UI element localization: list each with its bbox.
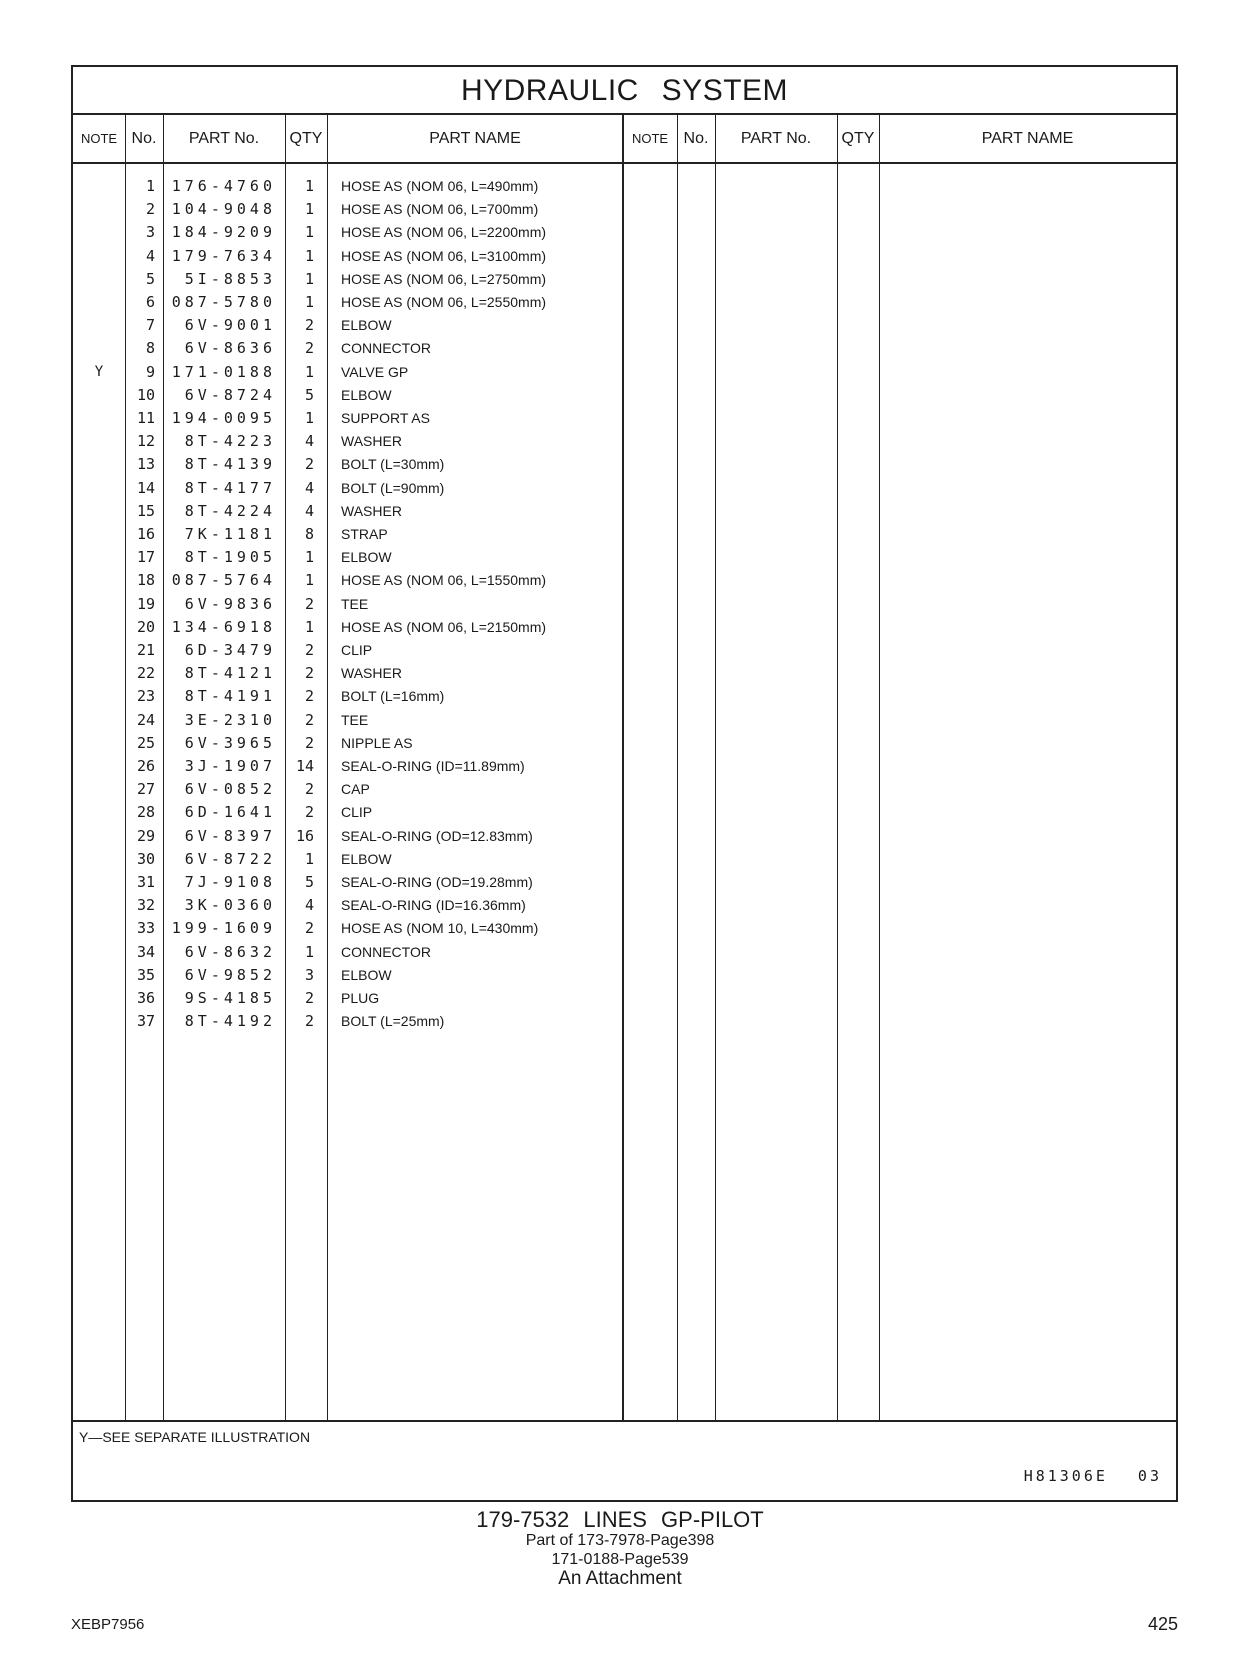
row-number: 35	[136, 965, 155, 984]
row-quantity: 1	[304, 223, 314, 242]
row-number: 11	[136, 409, 155, 427]
row-part-number: 8T-4191	[184, 687, 276, 706]
row-part-number: 3J-1907	[184, 757, 276, 775]
row-number: 34	[136, 942, 155, 961]
group-caption: 179-7532 LINES GP-PILOT	[476, 1507, 764, 1532]
table-row	[73, 361, 1176, 384]
row-part-number: 6V-8636	[184, 339, 276, 358]
row-part-name: SUPPORT AS	[341, 410, 430, 426]
row-part-name: CAP	[341, 781, 370, 798]
row-number: 37	[136, 1012, 155, 1031]
row-part-name: SEAL-O-RING (ID=11.89mm)	[341, 758, 525, 774]
header-note-left: NOTE	[80, 131, 118, 146]
header-part-no-left: PART No.	[188, 130, 260, 147]
row-part-name: WASHER	[341, 502, 402, 519]
row-quantity: 4	[304, 432, 314, 451]
row-quantity: 1	[304, 409, 314, 427]
row-number: 7	[145, 316, 155, 335]
table-row	[73, 245, 1176, 268]
row-number: 3	[145, 223, 155, 242]
row-part-name: HOSE AS (NOM 06, L=2150mm)	[341, 618, 547, 635]
table-row	[73, 268, 1176, 291]
row-number: 14	[136, 478, 155, 497]
parts-table-frame	[71, 65, 1178, 1502]
row-number: 19	[136, 594, 155, 613]
table-row	[73, 685, 1176, 708]
row-number: 15	[136, 501, 155, 520]
row-quantity: 1	[304, 548, 314, 567]
row-quantity: 2	[304, 339, 314, 358]
row-part-name: ELBOW	[341, 386, 392, 403]
row-part-name: HOSE AS (NOM 06, L=1550mm)	[341, 572, 547, 589]
table-row	[73, 616, 1176, 639]
row-number: 2	[145, 200, 155, 219]
row-part-name: STRAP	[341, 526, 388, 542]
row-quantity: 1	[304, 942, 314, 961]
row-part-number: 6V-9001	[184, 316, 276, 335]
table-row	[73, 894, 1176, 917]
row-number: 36	[136, 989, 155, 1007]
row-part-name: SEAL-O-RING (OD=12.83mm)	[341, 827, 533, 844]
document-id: XEBP7956	[71, 1616, 145, 1633]
table-row	[73, 175, 1176, 198]
row-number: 6	[145, 293, 155, 311]
row-part-name: PLUG	[341, 990, 380, 1006]
row-part-number: 184-9209	[171, 223, 276, 242]
row-part-number: 104-9048	[171, 200, 276, 219]
row-number: 4	[145, 246, 155, 265]
table-row	[73, 430, 1176, 453]
header-divider	[73, 162, 1176, 164]
row-number: 18	[136, 571, 155, 590]
row-number: 23	[136, 687, 155, 706]
row-quantity: 1	[304, 617, 314, 636]
footnote: Y—SEE SEPARATE ILLUSTRATION	[79, 1429, 311, 1445]
row-quantity: 2	[304, 594, 314, 613]
row-part-name: TEE	[341, 711, 369, 728]
row-part-number: 8T-4139	[184, 455, 276, 474]
row-number: 25	[136, 733, 155, 752]
row-quantity: 2	[304, 803, 314, 822]
row-part-number: 087-5764	[171, 571, 276, 590]
table-row	[73, 848, 1176, 871]
table-row	[73, 941, 1176, 964]
row-quantity: 16	[295, 826, 314, 845]
row-quantity: 4	[304, 501, 314, 520]
row-number: 31	[136, 873, 155, 891]
table-row	[73, 384, 1176, 407]
row-part-name: TEE	[341, 595, 369, 612]
row-quantity: 1	[304, 849, 314, 868]
row-part-number: 199-1609	[171, 919, 276, 938]
row-quantity: 1	[304, 200, 314, 219]
row-part-name: HOSE AS (NOM 06, L=2750mm)	[341, 270, 547, 287]
row-number: 24	[136, 710, 155, 729]
row-number: 22	[136, 664, 155, 683]
row-part-number: 6V-3965	[184, 733, 276, 752]
row-part-name: BOLT (L=30mm)	[341, 456, 445, 473]
table-row	[73, 825, 1176, 848]
part-of-reference: Part of 173-7978-Page398	[525, 1532, 715, 1549]
row-part-name: ELBOW	[341, 850, 392, 867]
row-number: 27	[136, 780, 155, 799]
row-quantity: 2	[304, 989, 314, 1007]
row-part-name: HOSE AS (NOM 06, L=2550mm)	[341, 294, 547, 310]
row-quantity: 4	[304, 896, 314, 915]
row-part-number: 6V-9852	[184, 965, 276, 984]
row-part-name: CLIP	[341, 642, 373, 658]
row-quantity: 1	[304, 246, 314, 265]
table-row	[73, 755, 1176, 778]
row-part-number: 8T-4192	[184, 1012, 276, 1031]
row-number: 9	[145, 362, 155, 381]
row-part-number: 7J-9108	[184, 873, 276, 891]
row-number: 20	[136, 617, 155, 636]
row-quantity: 1	[304, 362, 314, 381]
row-quantity: 3	[304, 965, 314, 984]
row-part-name: HOSE AS (NOM 06, L=490mm)	[341, 178, 539, 194]
table-row	[73, 337, 1176, 360]
row-part-number: 5I-8853	[184, 269, 276, 288]
table-row	[73, 500, 1176, 523]
section-title: HYDRAULIC SYSTEM	[73, 67, 1176, 115]
row-part-name: CLIP	[341, 804, 373, 821]
row-number: 33	[136, 919, 155, 938]
row-number: 12	[136, 432, 155, 451]
row-part-number: 176-4760	[171, 177, 276, 195]
row-part-number: 8T-4121	[184, 664, 276, 683]
page-number: 425	[1147, 1614, 1178, 1634]
row-part-name: ELBOW	[341, 966, 392, 983]
header-no-left: No.	[131, 130, 157, 147]
header-part-name-right: PART NAME	[981, 130, 1074, 147]
row-part-name: WASHER	[341, 433, 402, 450]
row-part-name: BOLT (L=25mm)	[341, 1013, 445, 1030]
header-part-name-left: PART NAME	[429, 130, 521, 147]
table-row	[73, 593, 1176, 616]
row-number: 30	[136, 849, 155, 868]
row-part-number: 6V-8397	[184, 826, 276, 845]
row-quantity: 8	[304, 525, 314, 543]
table-row	[73, 546, 1176, 569]
row-part-name: BOLT (L=90mm)	[341, 479, 445, 496]
row-part-number: 6D-1641	[184, 803, 276, 822]
row-part-name: HOSE AS (NOM 06, L=700mm)	[341, 201, 539, 218]
row-part-name: WASHER	[341, 665, 402, 682]
table-row	[73, 871, 1176, 894]
table-row	[73, 523, 1176, 546]
row-part-number: 6V-8724	[184, 385, 276, 404]
row-quantity: 2	[304, 664, 314, 683]
header-note-right: NOTE	[631, 131, 669, 146]
row-quantity: 2	[304, 780, 314, 799]
row-quantity: 2	[304, 710, 314, 729]
row-part-name: HOSE AS (NOM 06, L=2200mm)	[341, 224, 547, 241]
row-part-name: VALVE GP	[341, 363, 409, 380]
row-quantity: 2	[304, 316, 314, 335]
row-number: 17	[136, 548, 155, 567]
row-number: 26	[136, 757, 155, 775]
row-part-name: CONNECTOR	[341, 943, 431, 960]
row-quantity: 14	[295, 757, 314, 775]
row-part-name: BOLT (L=16mm)	[341, 688, 445, 705]
header-part-no-right: PART No.	[740, 130, 812, 147]
row-number: 10	[136, 385, 155, 404]
row-part-number: 194-0095	[171, 409, 276, 427]
row-quantity: 1	[304, 177, 314, 195]
row-quantity: 2	[304, 1012, 314, 1031]
table-row	[73, 314, 1176, 337]
row-part-number: 171-0188	[171, 362, 276, 381]
drawing-code: H81306E 03	[1023, 1467, 1162, 1485]
row-part-name: SEAL-O-RING (ID=16.36mm)	[341, 897, 526, 914]
table-row	[73, 1010, 1176, 1033]
row-part-number: 087-5780	[171, 293, 276, 311]
attachment-caption: An Attachment	[558, 1568, 682, 1589]
row-part-number: 6V-8722	[184, 849, 276, 868]
row-part-number: 3K-0360	[184, 896, 276, 915]
table-row	[73, 291, 1176, 314]
row-number: 16	[136, 525, 155, 543]
table-row	[73, 662, 1176, 685]
row-quantity: 4	[304, 478, 314, 497]
row-part-number: 8T-1905	[184, 548, 276, 567]
table-row	[73, 917, 1176, 940]
row-number: 1	[145, 177, 155, 195]
header-qty-right: QTY	[841, 130, 875, 147]
row-note: Y	[94, 363, 104, 380]
table-row	[73, 477, 1176, 500]
table-row	[73, 801, 1176, 824]
row-part-name: SEAL-O-RING (OD=19.28mm)	[341, 874, 533, 890]
table-row	[73, 407, 1176, 430]
table-row	[73, 198, 1176, 221]
row-part-name: ELBOW	[341, 549, 392, 566]
row-number: 29	[136, 826, 155, 845]
table-row	[73, 987, 1176, 1010]
row-part-name: HOSE AS (NOM 10, L=430mm)	[341, 920, 539, 937]
table-row	[73, 709, 1176, 732]
row-number: 8	[145, 339, 155, 358]
row-quantity: 2	[304, 641, 314, 659]
header-qty-left: QTY	[289, 130, 323, 147]
row-quantity: 1	[304, 293, 314, 311]
row-part-number: 6D-3479	[184, 641, 276, 659]
row-part-number: 6V-8632	[184, 942, 276, 961]
footer-divider	[73, 1420, 1176, 1422]
row-part-number: 179-7634	[171, 246, 276, 265]
table-row	[73, 569, 1176, 592]
table-row	[73, 964, 1176, 987]
row-part-name: HOSE AS (NOM 06, L=3100mm)	[341, 247, 547, 264]
row-part-number: 6V-9836	[184, 594, 276, 613]
table-row	[73, 778, 1176, 801]
row-part-number: 3E-2310	[184, 710, 276, 729]
part-of-reference-2: 171-0188-Page539	[551, 1551, 689, 1568]
row-quantity: 1	[304, 571, 314, 590]
row-part-name: NIPPLE AS	[341, 734, 413, 751]
row-number: 21	[136, 641, 155, 659]
row-part-number: 8T-4224	[184, 501, 276, 520]
row-quantity: 2	[304, 919, 314, 938]
row-number: 32	[136, 896, 155, 915]
row-part-number: 8T-4177	[184, 478, 276, 497]
table-row	[73, 453, 1176, 476]
row-part-name: ELBOW	[341, 317, 392, 334]
row-quantity: 2	[304, 455, 314, 474]
row-part-name: CONNECTOR	[341, 340, 431, 357]
row-number: 28	[136, 803, 155, 822]
table-row	[73, 221, 1176, 244]
row-number: 13	[136, 455, 155, 474]
table-row	[73, 639, 1176, 662]
row-quantity: 1	[304, 269, 314, 288]
row-number: 5	[145, 269, 155, 288]
row-part-number: 6V-0852	[184, 780, 276, 799]
table-row	[73, 732, 1176, 755]
row-part-number: 134-6918	[171, 617, 276, 636]
row-quantity: 5	[304, 873, 314, 891]
row-quantity: 5	[304, 385, 314, 404]
row-quantity: 2	[304, 687, 314, 706]
row-quantity: 2	[304, 733, 314, 752]
row-part-number: 8T-4223	[184, 432, 276, 451]
row-part-number: 7K-1181	[184, 525, 276, 543]
row-part-number: 9S-4185	[184, 989, 276, 1007]
header-no-right: No.	[683, 130, 709, 147]
